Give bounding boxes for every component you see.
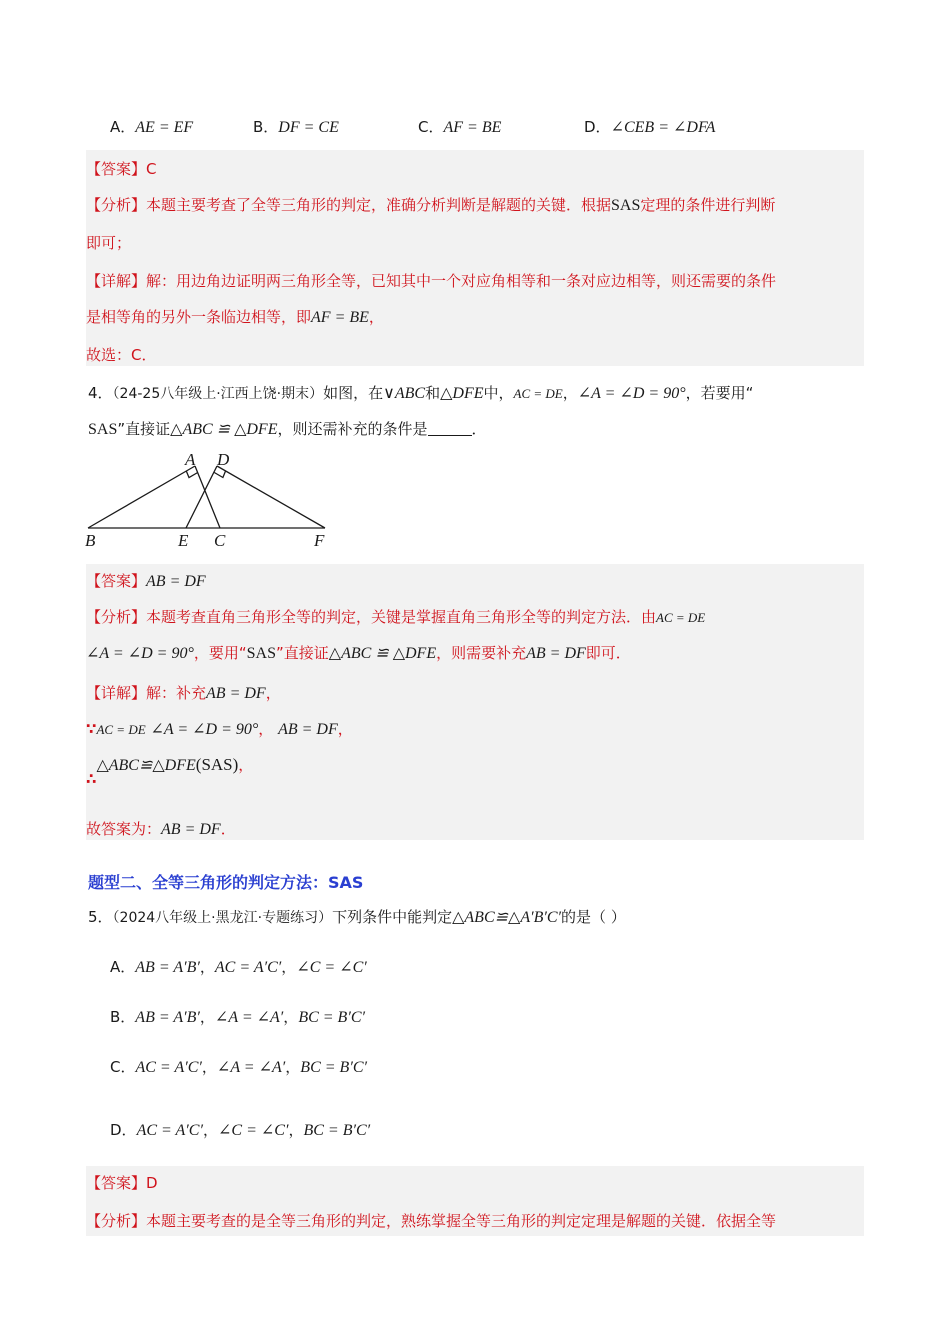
q5-stem: 5．（2024八年级上·黑龙江·专题练习）下列条件中能判定△ABC≌△A′B′C′的是（ ） (88, 908, 626, 926)
q5-option-c: C．AC = A′C′，∠A = ∠A′，BC = B′C′ (110, 1058, 367, 1076)
q4-stem-line-1: 4．（24-25八年级上·江西上饶·期末）如图，在∨ABC和△DFE中，AC = DE，∠A = ∠D = 90°，若要用“ (88, 384, 754, 402)
label-d: D (217, 450, 230, 469)
label-c: C (214, 531, 226, 550)
q3-detail-line-1: 【详解】解：用边角边证明两三角形全等，已知其中一个对应角相等和一条对应边相等，则还需要的条件 (86, 272, 777, 290)
q3-analysis-line-2: 即可； (86, 234, 132, 252)
q4-detail-line-1: 【详解】解：补充AB = DF， (86, 684, 281, 702)
label-a: A (185, 450, 196, 469)
q3-solution-box (86, 150, 864, 366)
q4-solution-box (86, 564, 864, 840)
q3-detail-line-2: 是相等角的另外一条临边相等，即AF = BE， (86, 308, 384, 326)
label-f: F (314, 531, 325, 550)
segment-de (186, 466, 217, 528)
right-angle-mark-a (186, 471, 197, 478)
q4-detail-line-3: ∴△ABC≌△DFE(SAS)， (86, 755, 254, 788)
label-b: B (85, 531, 96, 550)
q4-final-line: 故答案为：AB = DF． (86, 820, 236, 838)
q4-stem-line-2: SAS”直接证△ABC ≌ △DFE，则还需补充的条件是 ． (88, 420, 487, 438)
q4-answer-line: 【答案】AB = DF (86, 572, 206, 590)
q4-analysis-line-2: ∠A = ∠D = 90°，要用“SAS”直接证△ABC ≌ △DFE，则需要补充AB = DF即可． (86, 644, 631, 662)
q3-option-d: D．∠CEB = ∠DFA (584, 118, 716, 136)
q5-analysis-line-1: 【分析】本题主要考查的是全等三角形的判定，熟练掌握全等三角形的判定定理是解题的关键．依据全等 (86, 1212, 777, 1230)
q5-option-a: A．AB = A′B′，AC = A′C′，∠C = ∠C′ (110, 958, 367, 976)
segment-ab (88, 466, 195, 528)
q3-analysis-line-1: 【分析】本题主要考查了全等三角形的判定，准确分析判断是解题的关键．根据SAS定理的条件进行判断 (86, 196, 776, 214)
q3-option-a: A．AE = EF (110, 118, 194, 136)
q5-option-b: B．AB = A′B′，∠A = ∠A′，BC = B′C′ (110, 1008, 365, 1026)
label-e: E (178, 531, 189, 550)
q5-answer-line: 【答案】D (86, 1174, 158, 1192)
section-heading: 题型二、全等三角形的判定方法：SAS (88, 873, 364, 892)
q5-option-d: D．AC = A′C′，∠C = ∠C′，BC = B′C′ (110, 1121, 371, 1139)
answer-blank (428, 421, 472, 436)
q3-choose-line: 故选：C． (86, 346, 157, 364)
q4-figure (80, 450, 340, 554)
q4-detail-line-2: ∵AC = DE ∠A = ∠D = 90°， AB = DF， (86, 720, 353, 738)
q3-option-c: C．AF = BE (418, 118, 502, 136)
q3-option-b: B．DF = CE (253, 118, 339, 136)
right-angle-mark-d (214, 471, 225, 478)
segment-df (217, 466, 325, 528)
q3-answer-line: 【答案】C (86, 160, 157, 178)
q5-solution-box (86, 1166, 864, 1236)
segment-ac (195, 466, 220, 528)
q4-analysis-line-1: 【分析】本题考查直角三角形全等的判定，关键是掌握直角三角形全等的判定方法．由AC = DE (86, 608, 706, 626)
